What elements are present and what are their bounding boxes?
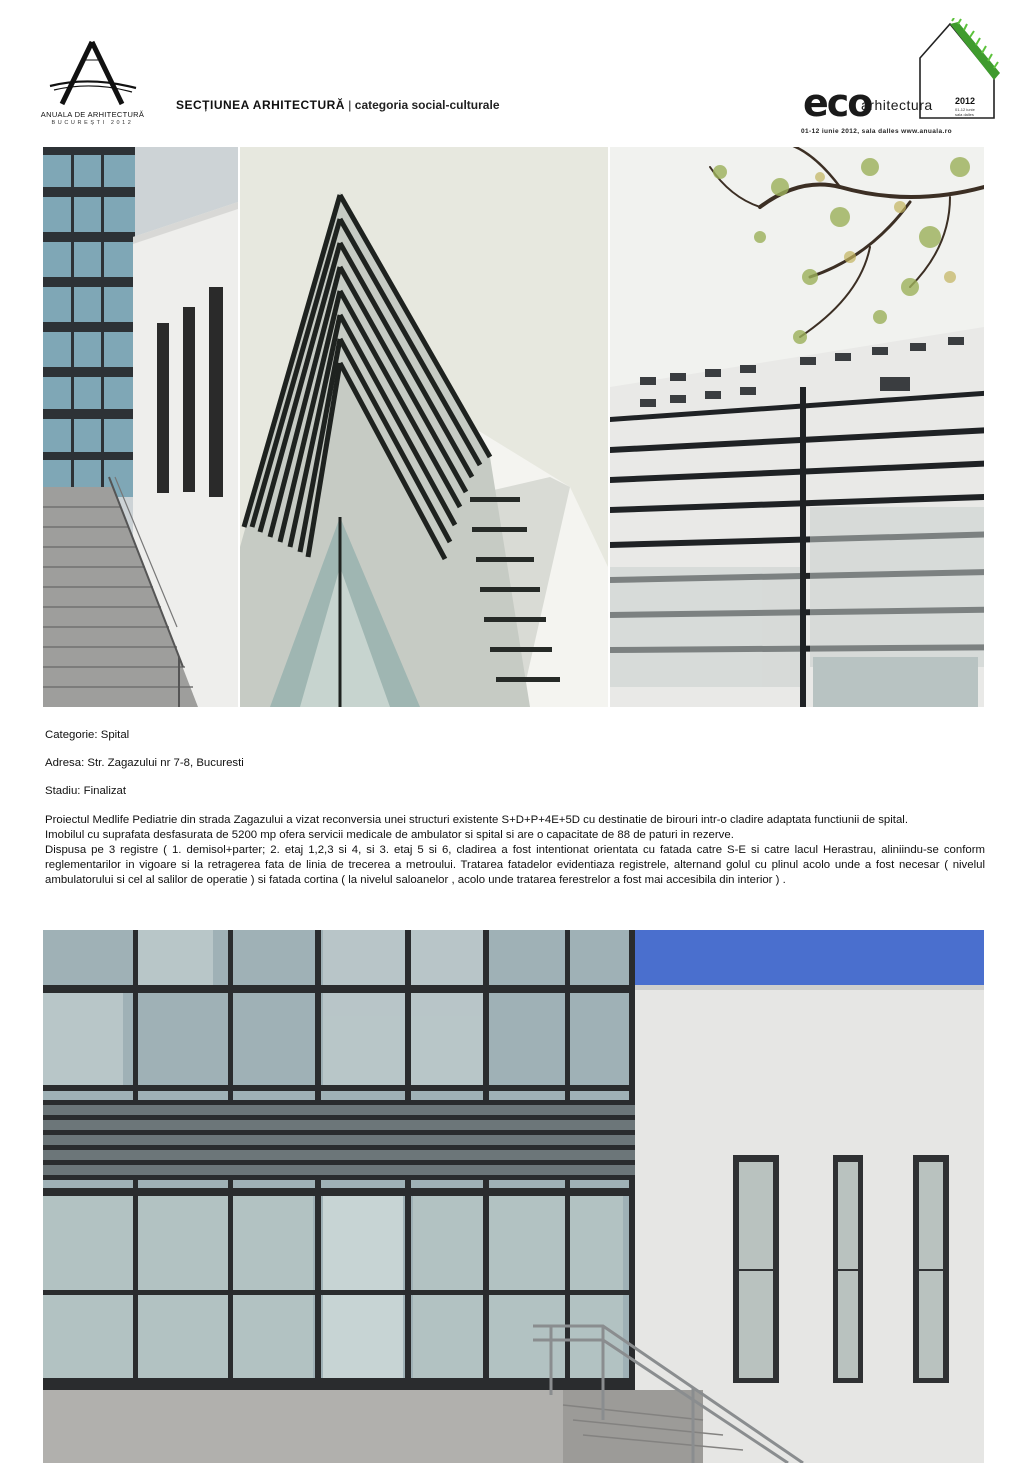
logo-year: 2012 bbox=[955, 96, 976, 106]
section-header bbox=[176, 98, 500, 112]
description-paragraph: Dispusa pe 3 registre ( 1. demisol+parter; 2. etaj 1,2,3 si 4, si 3. etaj 5 si 6, cladirea a fost intentionat orientata cu fatada catre S-E si catre lacul Herastrau, aliniindu-se conform reglementarilor in vigoare si la retragerea fata de linia de trecerea a metroului. Tratarea fatadelor evidentiaza registrele, alternand golul cu plinul acolo unde a fost necesar ( nivelul ambulatorului si cel al salilor de operatie ) si fatada cortina ( la nivelul saloanelor , acolo unde tratarea ferestrelor a fost mai accesibila din interior ) . bbox=[45, 844, 985, 887]
logo-small-line2: sala dalles bbox=[955, 112, 974, 117]
event-dates: 01-12 iunie 2012, sala dalles www.anuala.ro bbox=[801, 128, 952, 135]
category-line: Categorie: Spital bbox=[45, 729, 130, 741]
separator: | bbox=[348, 98, 352, 112]
project-info bbox=[45, 728, 985, 889]
letter-a-logo-icon bbox=[40, 40, 145, 110]
logo-small-line1: 01-12 iunie bbox=[955, 107, 975, 112]
project-description bbox=[45, 813, 985, 889]
section-title: SECȚIUNEA ARHITECTURĂ bbox=[176, 98, 345, 112]
logo-small-info bbox=[955, 107, 975, 117]
eco-text: eco bbox=[803, 81, 872, 125]
logo-title: ANUALA DE ARHITECTURĂ bbox=[40, 110, 145, 119]
address-line: Adresa: Str. Zagazului nr 7-8, Bucuresti bbox=[45, 757, 244, 770]
photo-tree-facade bbox=[610, 147, 984, 707]
category-label: categoria social-culturale bbox=[354, 98, 500, 112]
description-paragraph: Imobilul cu suprafata desfasurata de 5200 mp ofera servicii medicale de ambulator si spital si are o capacitate de 88 de paturi in rezerve. bbox=[45, 828, 734, 841]
anuala-logo bbox=[40, 40, 145, 140]
description-paragraph: Proiectul Medlife Pediatrie din strada Zagazului a vizat reconversia unei structuri existente S+D+P+4E+5D cu destinatie de birouri intr-o cladire adaptata functiunii de spital. bbox=[45, 813, 908, 826]
photo-corner bbox=[240, 147, 608, 707]
eco-arhitectura-logo bbox=[795, 18, 1000, 138]
logo-subtitle: BUCUREȘTI 2012 bbox=[51, 120, 134, 126]
photo-staircase bbox=[43, 147, 238, 707]
photo-main-facade bbox=[43, 930, 984, 1463]
status-line: Stadiu: Finalizat bbox=[45, 785, 127, 798]
arhitectura-text: arhitectura bbox=[861, 97, 933, 113]
